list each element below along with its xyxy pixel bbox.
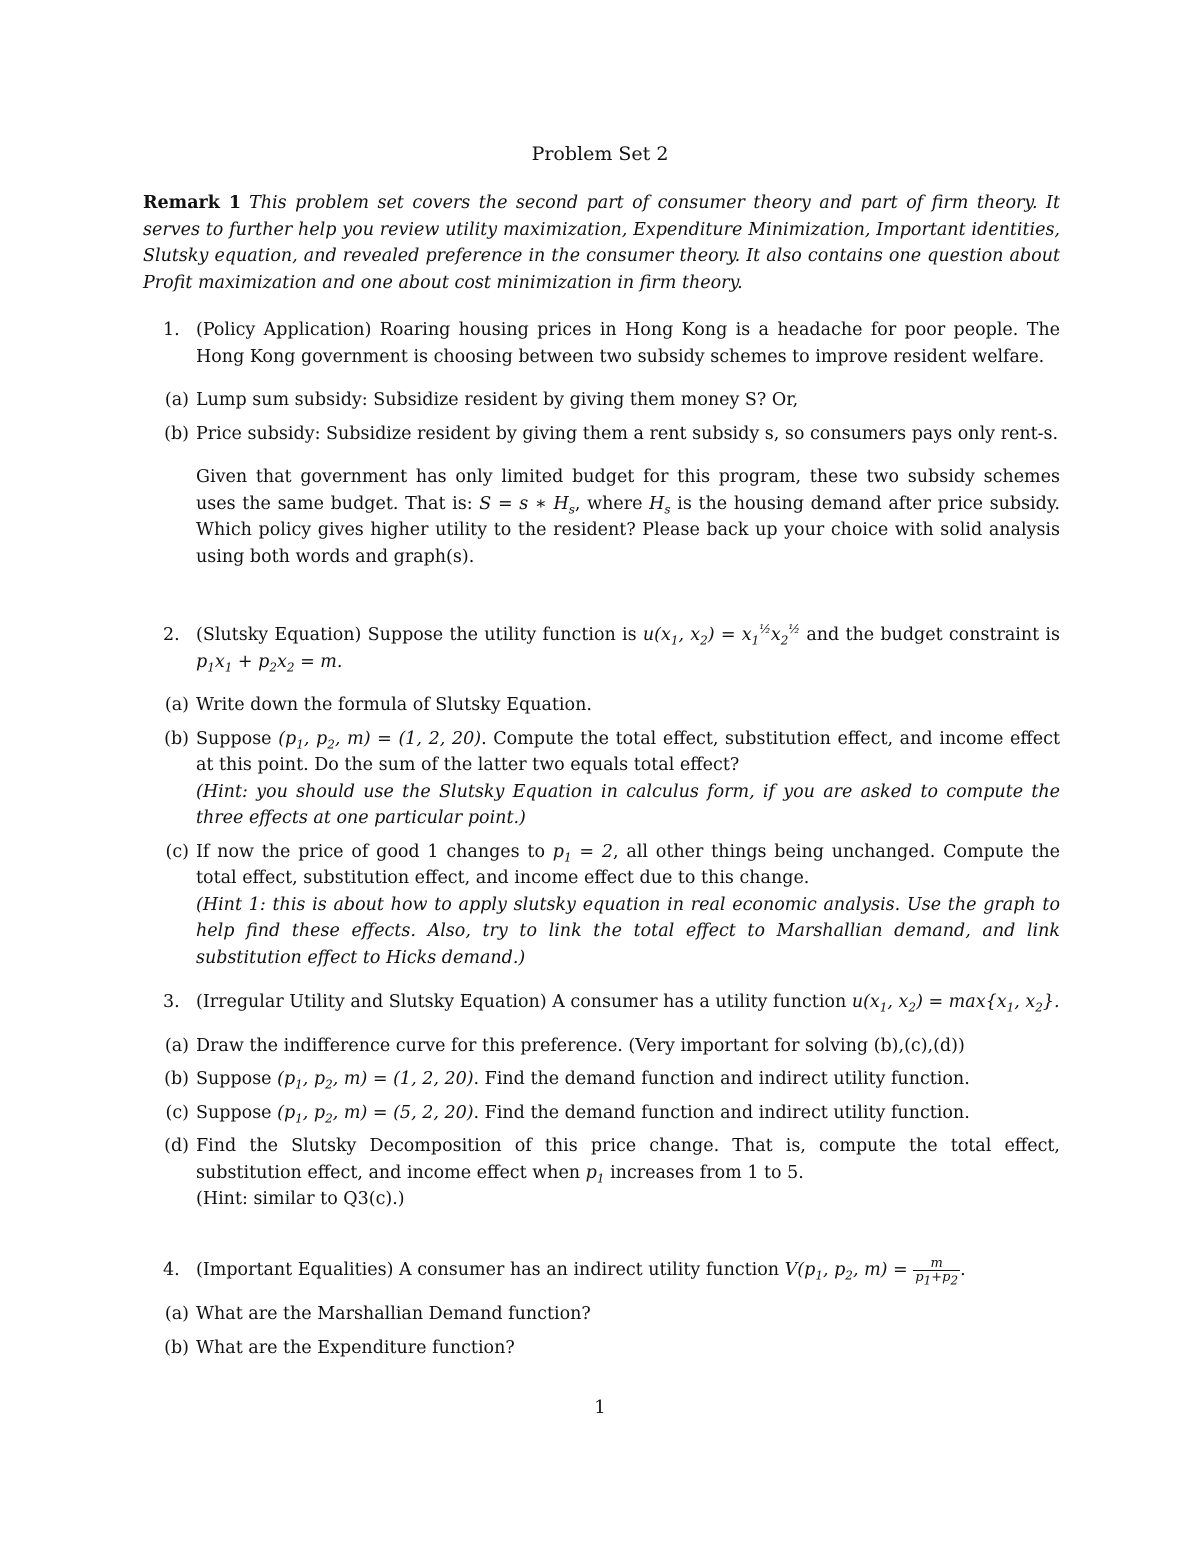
subquestion-text: Draw the indifference curve for this preference. (Very important for solving (b),(c),(d)) bbox=[196, 1035, 965, 1056]
hint-text: (Hint: you should use the Slutsky Equation in calculus form, if you are asked to compute the three effects at one particular point.) bbox=[196, 781, 1060, 828]
subquestion-text: What are the Marshallian Demand function? bbox=[196, 1304, 591, 1324]
page-number: 1 bbox=[594, 1397, 606, 1418]
subquestion-text: Suppose ($p_1$, $p_2$, m) = (1, 2, 20). Compute the total effect, substitution effect, and income effect at this point. Do the sum of the latter two equals total effect? bbox=[196, 728, 1060, 775]
question-number: 4. bbox=[163, 1260, 180, 1280]
subquestion-a bbox=[164, 692, 1060, 719]
subquestion-label: (c) bbox=[165, 1102, 189, 1123]
subquestion-b bbox=[164, 1335, 1060, 1362]
math-expression: ($p_1$, $p_2$, m) = (5, 2, 20) bbox=[277, 1102, 474, 1125]
subquestion-label: (a) bbox=[164, 1304, 189, 1324]
question-number: 2. bbox=[163, 625, 180, 645]
question-number: 3. bbox=[163, 992, 180, 1012]
math-expression: $p_1 = 2$ bbox=[552, 841, 614, 864]
math-fraction: $\frac{m}{p_1+p_2}$ bbox=[915, 1256, 959, 1288]
math-expression: $u(x_1$, $x_2) = \max\{x_1$, $x_2$}. bbox=[851, 992, 1060, 1015]
remark-label: Remark 1 bbox=[143, 193, 242, 213]
subquestion-c bbox=[165, 1100, 1060, 1127]
question-2 bbox=[143, 622, 1060, 971]
subquestion-c bbox=[165, 839, 1060, 972]
question-4 bbox=[143, 1257, 1060, 1361]
subquestion-text: Write down the formula of Slutsky Equation. bbox=[196, 695, 592, 715]
subquestion-text: What are the Expenditure function? bbox=[196, 1337, 515, 1358]
subquestion-text: Price subsidy: Subsidize resident by giving them a rent subsidy s, so consumers pays only rent-s. bbox=[196, 423, 1059, 444]
question-text: (Irregular Utility and Slutsky Equation) A consumer has a utility function $u(x_1$, $x_2) = \max\{x_1$, $x_2$}. bbox=[196, 992, 1060, 1015]
subquestion-b bbox=[164, 726, 1060, 832]
subquestion-text: If now the price of good 1 changes to $p_1 = 2$, all other things being unchanged. Compute the total effect, substitution effect, and income effect due to this change. bbox=[196, 841, 1060, 888]
subquestion-text: Find the Slutsky Decomposition of this price change. That is, compute the total effect, substitution effect, and income effect when $p_1$ increases from 1 to 5. bbox=[196, 1136, 1060, 1185]
subquestion-label: (b) bbox=[164, 728, 189, 749]
subquestion-d bbox=[164, 1133, 1060, 1213]
remark-block bbox=[143, 190, 1060, 296]
subquestion-label: (a) bbox=[164, 695, 189, 715]
subquestion-b bbox=[164, 1066, 1060, 1093]
question-text: (Slutsky Equation) Suppose the utility function is $u(x_1$, $x_2) = x_1^{\frac{1}{2}}x_2^{\frac{1}{2}}$ and the budget constraint is $p_1x_1 + p_2x_2 = m$. bbox=[196, 622, 1060, 674]
subquestion-a bbox=[164, 1033, 1060, 1060]
subquestion-label: (b) bbox=[164, 423, 189, 444]
math-expression: $p_1$ bbox=[585, 1162, 605, 1185]
question-text: (Important Equalities) A consumer has an indirect utility function $V(p_1$, $p_2$, m) = $\frac{m}{p_1+p_2}$ . bbox=[196, 1256, 966, 1288]
subquestion-label: (b) bbox=[164, 1337, 189, 1358]
question-text: (Policy Application) Roaring housing prices in Hong Kong is a headache for poor people. The Hong Kong government is choosing between two subsidy schemes to improve resident welfare. bbox=[196, 320, 1060, 367]
math-expression: ($p_1$, $p_2$, m) = (1, 2, 20) bbox=[278, 728, 482, 751]
math-expression: $u(x_1$, $x_2) = x_1^{\frac{1}{2}}x_2^{\frac{1}{2}}$ bbox=[642, 622, 801, 648]
hint-text: (Hint: similar to Q3(c).) bbox=[196, 1189, 405, 1209]
math-expression: ($p_1$, $p_2$, m) = (1, 2, 20) bbox=[277, 1069, 474, 1092]
math-expression: $p_1x_1 + p_2x_2 = m$. bbox=[196, 651, 343, 674]
subquestion-label: (a) bbox=[164, 390, 189, 410]
subquestion-label: (d) bbox=[164, 1136, 189, 1156]
page-title: Problem Set 2 bbox=[531, 143, 669, 165]
subquestion-a bbox=[164, 1301, 1060, 1328]
question-number: 1. bbox=[163, 320, 180, 340]
subquestion-label: (a) bbox=[164, 1035, 189, 1056]
subquestion-label: (b) bbox=[164, 1069, 189, 1089]
math-expression: S = s ∗ $H_s$ bbox=[479, 493, 575, 516]
question-1 bbox=[143, 317, 1060, 570]
subquestion-text: Suppose ($p_1$, $p_2$, m) = (1, 2, 20). Find the demand function and indirect utility function. bbox=[196, 1069, 970, 1092]
math-expression: $H_s$ bbox=[649, 493, 671, 516]
hint-text: (Hint 1: this is about how to apply slutsky equation in real economic analysis. Use the graph to help find these effects. Also, try to link the total effect to Marshallian demand, and link substitution effect to Hicks demand.) bbox=[196, 894, 1060, 968]
subquestion-text: Suppose ($p_1$, $p_2$, m) = (5, 2, 20). Find the demand function and indirect utility function. bbox=[196, 1102, 970, 1125]
subquestion-b bbox=[164, 421, 1060, 448]
remark-text: This problem set covers the second part of consumer theory and part of firm theory. It serves to further help you review utility maximization, Expenditure Minimization, Important identities, Slutsky equation, and revealed preference in the consumer theory. It also contains one question about Profit maximization and one about cost minimization in firm theory. bbox=[143, 193, 1060, 293]
subquestion-label: (c) bbox=[165, 841, 189, 862]
question-3 bbox=[143, 989, 1060, 1213]
subquestion-text: Lump sum subsidy: Subsidize resident by giving them money S? Or, bbox=[196, 390, 799, 410]
subquestion-a bbox=[164, 387, 1060, 414]
math-expression: $V(p_1$, $p_2$, m) = bbox=[784, 1260, 908, 1283]
question-paragraph: Given that government has only limited budget for this program, these two subsidy schemes uses the same budget. That is: S = s ∗ $H_s$, where $H_s$ is the housing demand after price subsidy. Which policy gives higher utility to the resident? Please back up your choice with solid analysis using both words and graph(s). bbox=[196, 467, 1060, 567]
